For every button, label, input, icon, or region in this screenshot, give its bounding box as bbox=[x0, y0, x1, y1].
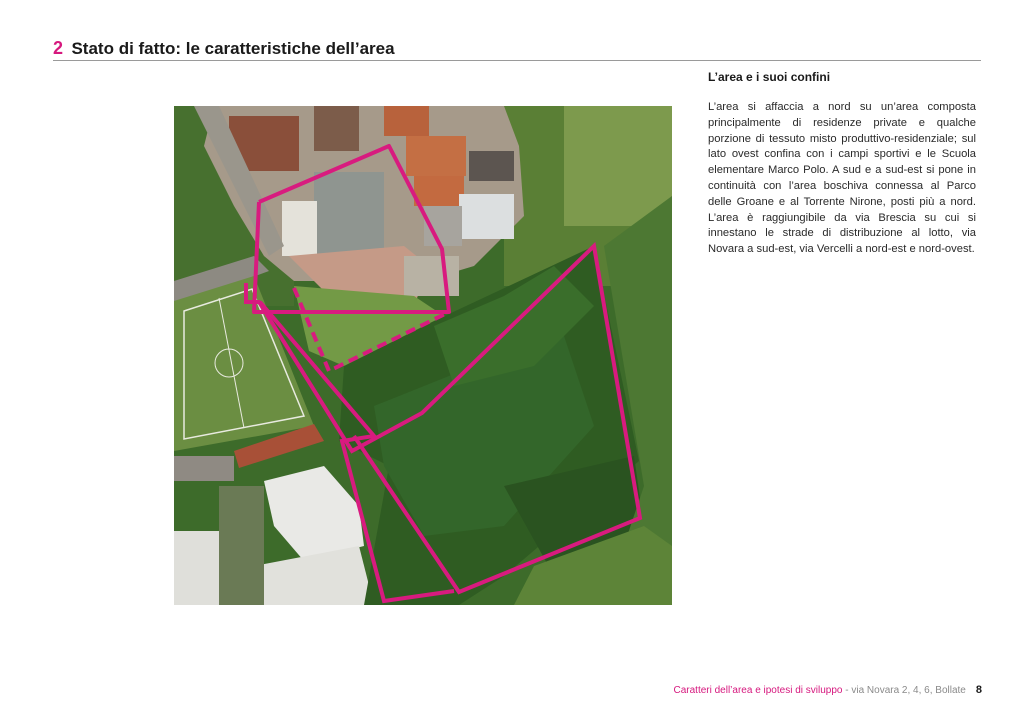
footer-doc-title: Caratteri dell’area e ipotesi di sviluppo bbox=[673, 685, 843, 696]
sidebar-heading: L’area e i suoi confini bbox=[708, 70, 831, 84]
page-title-row bbox=[53, 38, 395, 59]
section-number: 2 bbox=[53, 38, 64, 58]
page-header bbox=[53, 36, 981, 61]
page-footer bbox=[673, 684, 982, 696]
sidebar-body-text: L’area si affaccia a nord su un’area composta principalmente di residenze private e qualche porzione di tessuto misto produttivo-residenziale; sul lato ovest confina con i campi sportivi e le Scuola elementare Marco Polo. A sud e a sud-est si pone in continuità con l’area boschiva connessa al Parco delle Groane e al Torrente Nirone, posti più a nord. L’area è raggiungibile da via Brescia su cui si innestano le strade di distribuzione al lotto, via Novara a sud-est, via Vercelli a nord-est e nord-ovest. bbox=[708, 101, 976, 256]
aerial-photo-illustration bbox=[174, 106, 672, 605]
page-title: Stato di fatto: le caratteristiche dell’area bbox=[71, 39, 395, 58]
aerial-photo bbox=[174, 106, 672, 605]
page-number: 8 bbox=[975, 684, 982, 696]
footer-location: - via Novara 2, 4, 6, Bollate bbox=[842, 685, 966, 696]
